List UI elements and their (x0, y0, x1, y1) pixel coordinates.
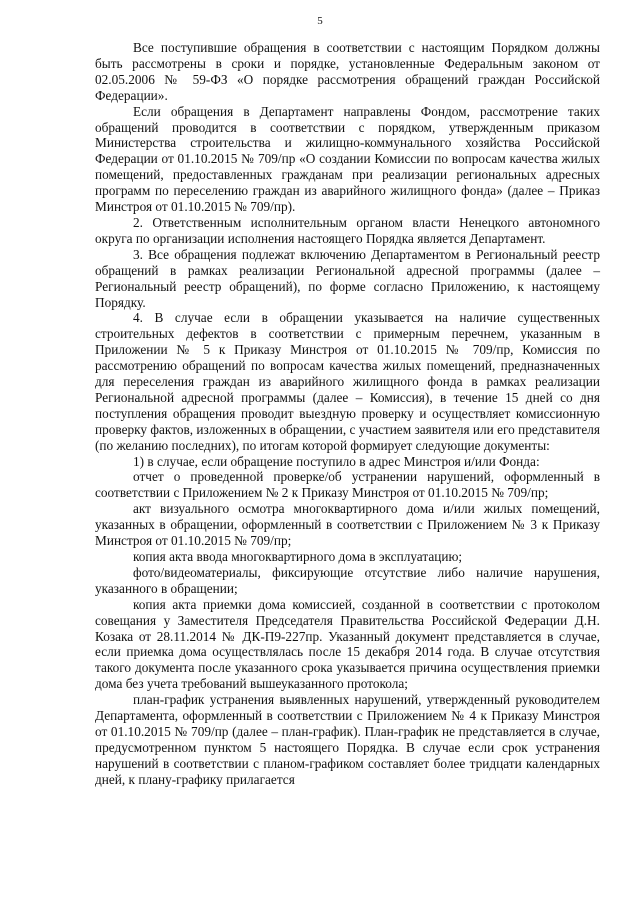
paragraph: план-график устранения выявленных нарушений, утвержденный руководителем Департамента, оформленный в соответствии с Приложением № 4 к Приказу Минстроя от 01.10.2015 № 709/пр (далее – план-график). План-график не представляется в случае, предусмотренном пунктом 5 настоящего Порядка. В случае если срок устранения нарушений в соответствии с планом-графиком составляет более тридцати календарных дней, к плану-графику прилагается (95, 692, 600, 787)
paragraph: отчет о проведенной проверке/об устранении нарушений, оформленный в соответствии с Приложением № 2 к Приказу Минстроя от 01.10.2015 № 709/пр; (95, 469, 600, 501)
paragraph: фото/видеоматериалы, фиксирующие отсутствие либо наличие нарушения, указанного в обращении; (95, 564, 600, 596)
page-number: 5 (317, 15, 323, 27)
paragraph: 4. В случае если в обращении указывается на наличие существенных строительных дефектов в соответствии с примерным перечнем, указанным в Приложении № 5 к Приказу Минстроя от 01.10.2015 № 709/пр, Комиссия по рассмотрению обращений по вопросам качества жилых помещений, предназначенных для переселения граждан из аварийного жилищного фонда в рамках реализации Региональной адресной программы (далее – Комиссия), в течение 15 дней со дня поступления обращения проводит выездную проверку и осуществляет комиссионную проверку фактов, изложенных в обращении, с участием заявителя или его представителя (по желанию последних), по итогам которой формирует следующие документы: (95, 310, 600, 453)
paragraph: копия акта ввода многоквартирного дома в эксплуатацию; (133, 549, 463, 564)
paragraph: 1) в случае, если обращение поступило в адрес Минстроя и/или Фонда: (133, 453, 540, 469)
paragraph: 3. Все обращения подлежат включению Департаментом в Региональный реестр обращений в рамках реализации Региональной адресной программы (далее – Региональный реестр обращений), по форме согласно Приложению, к настоящему Порядку. (95, 246, 600, 310)
paragraph: копия акта приемки дома комиссией, созданной в соответствии с протоколом совещания у Заместителя Председателя Правительства Российской Федерации Д.Н. Козака от 28.11.2014 № ДК-П9-227пр. Указанный документ представляется в случае, если приемка дома осуществлялась после 15 декабря 2014 года. В случае отсутствия такого документа после указанного срока указывается причина осуществления приемки дома без учета требований вышеуказанного протокола; (95, 596, 600, 692)
paragraph: акт визуального осмотра многоквартирного дома и/или жилых помещений, указанных в обращении, оформленный в соответствии с Приложением № 3 к Приказу Минстроя от 01.10.2015 № 709/пр; (95, 501, 600, 549)
document-body (95, 40, 600, 788)
paragraph: Все поступившие обращения в соответствии с настоящим Порядком должны быть рассмотрены в сроки и порядке, установленные Федеральным законом от 02.05.2006 № 59-ФЗ «О порядке рассмотрения обращений граждан Российской Федерации». (95, 40, 600, 103)
paragraph: 2. Ответственным исполнительным органом власти Ненецкого автономного округа по организации исполнения настоящего Порядка является Департамент. (95, 214, 600, 246)
paragraph: Если обращения в Департамент направлены Фондом, рассмотрение таких обращений проводится в соответствии с порядком, утвержденным приказом Министерства строительства и жилищно-коммунального хозяйства Российской Федерации от 01.10.2015 № 709/пр «О создании Комиссии по вопросам качества жилых помещений, предоставленных гражданам при реализации региональных адресных программ по переселению граждан из аварийного жилищного фонда» (далее – Приказ Минстроя от 01.10.2015 № 709/пр). (95, 103, 600, 215)
